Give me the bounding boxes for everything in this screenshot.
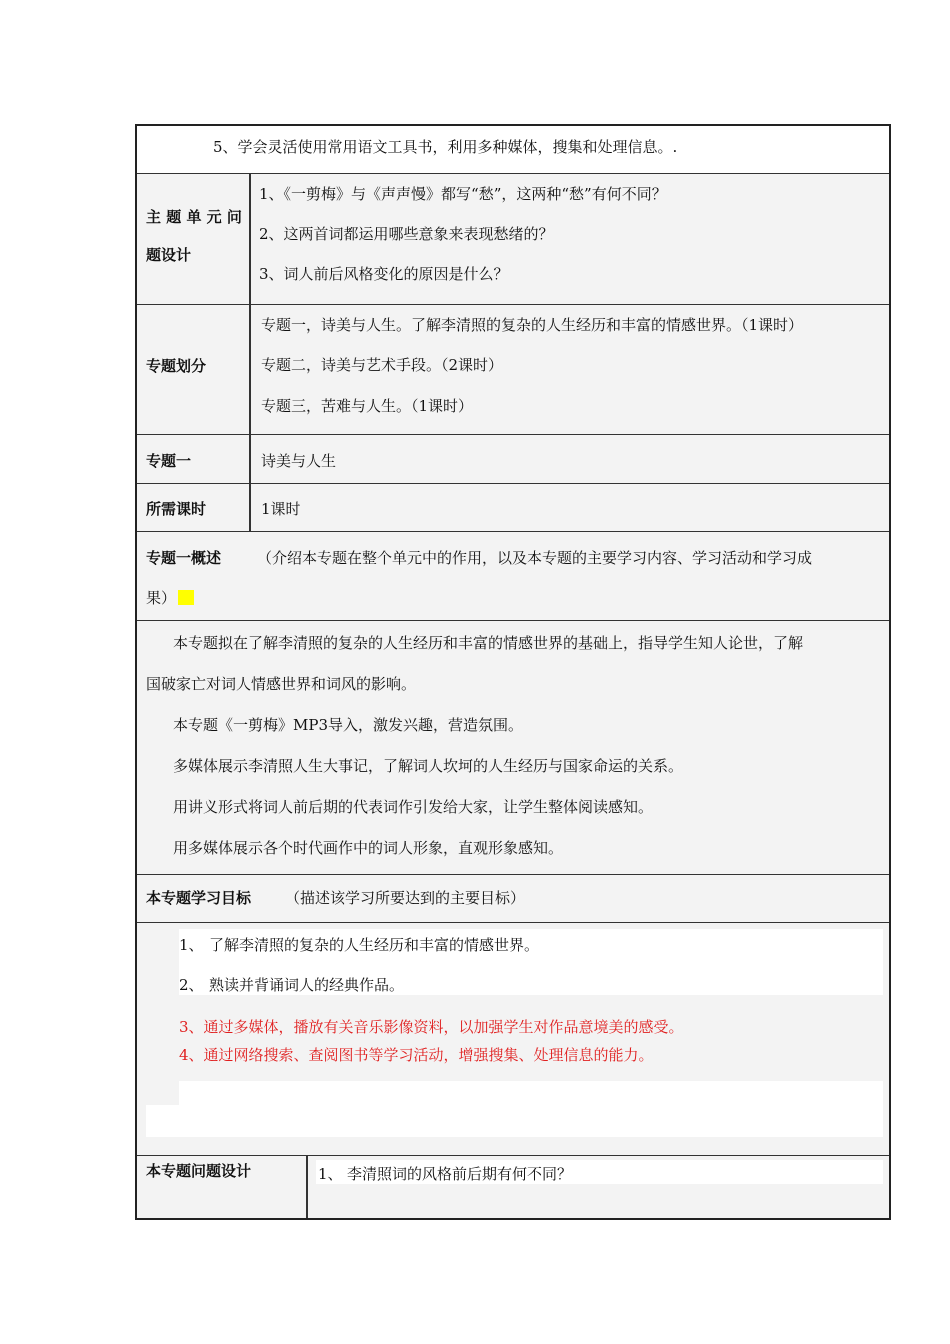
overview-body-line-4: 多媒体展示李清照人生大事记，了解词人坎坷的人生经历与国家命运的关系。 — [173, 757, 684, 775]
division-label-cell — [137, 305, 251, 434]
overview-body-line-3: 本专题《一剪梅》MP3导入，激发兴趣，营造氛围。 — [173, 716, 523, 734]
unit-question-2: 2、这两首词都运用哪些意象来表现愁绪的？ — [259, 225, 554, 243]
overview-label: 专题一概述 — [146, 549, 222, 567]
hours-label-cell — [137, 484, 251, 531]
row-topic-1 — [137, 435, 889, 484]
row-hours — [137, 484, 889, 532]
topic1-value-cell — [253, 435, 889, 483]
overview-body-line-2: 国破家亡对词人情感世界和词风的影响。 — [146, 675, 417, 693]
overview-note-line2: 果） — [146, 589, 177, 607]
hours-value-cell — [253, 484, 889, 531]
row-overview-header — [137, 532, 889, 621]
highlight-mark — [178, 590, 194, 605]
topic1-value: 诗美与人生 — [261, 452, 337, 470]
question-design-label: 本专题问题设计 — [146, 1162, 252, 1180]
goals-note: （描述该学习所要达到的主要目标） — [285, 889, 526, 907]
overview-body-line-6: 用多媒体展示各个时代画作中的词人形象，直观形象感知。 — [173, 839, 564, 857]
topic1-label: 专题一 — [146, 452, 192, 470]
question-design-label-cell — [137, 1156, 308, 1218]
division-item-1: 专题一，诗美与人生。了解李清照的复杂的人生经历和丰富的情感世界。（1课时） — [261, 316, 804, 334]
question-design-item-num: 1、 — [318, 1165, 343, 1183]
row-unit-questions — [137, 174, 889, 305]
unit-questions-label-cell — [137, 174, 251, 304]
goal-item-1-text: 了解李清照的复杂的人生经历和丰富的情感世界。 — [209, 936, 540, 954]
overview-note-line1: （介绍本专题在整个单元中的作用，以及本专题的主要学习内容、学习活动和学习成 — [257, 549, 813, 567]
row-goal-5 — [137, 126, 889, 174]
goals-label: 本专题学习目标 — [146, 889, 252, 907]
division-item-3: 专题三，苦难与人生。（1课时） — [261, 397, 474, 415]
overview-body-line-1: 本专题拟在了解李清照的复杂的人生经历和丰富的情感世界的基础上，指导学生知人论世，了解 — [173, 634, 804, 652]
goal-item-2-text: 熟读并背诵词人的经典作品。 — [209, 976, 405, 994]
division-value-cell — [253, 305, 889, 434]
question-design-value-cell — [310, 1156, 889, 1218]
unit-questions-value-cell — [253, 174, 889, 304]
overview-body-line-5: 用讲义形式将词人前后期的代表词作引发给大家，让学生整体阅读感知。 — [173, 798, 654, 816]
goal-item-3: 3、通过多媒体，播放有关音乐影像资料，以加强学生对作品意境美的感受。 — [179, 1018, 684, 1036]
lesson-plan-table — [135, 124, 891, 1220]
unit-question-1: 1、《一剪梅》与《声声慢》都写“愁”，这两种“愁”有何不同？ — [259, 185, 667, 203]
goal-5-text: 5、学会灵活使用常用语文工具书，利用多种媒体，搜集和处理信息。. — [213, 138, 678, 156]
unit-questions-label-line2: 题设计 — [146, 246, 192, 264]
hours-label: 所需课时 — [146, 500, 207, 518]
goals-white-block-2 — [179, 1081, 883, 1107]
topic1-label-cell — [137, 435, 251, 483]
unit-questions-label-line1: 主 题 单 元 问 — [146, 208, 242, 226]
row-division — [137, 305, 889, 435]
goal-item-2-num: 2、 — [179, 976, 204, 994]
row-goals-body — [137, 923, 889, 1156]
question-design-item-text: 李清照词的风格前后期有何不同？ — [347, 1165, 573, 1183]
division-label: 专题划分 — [146, 357, 207, 375]
goals-white-block-3 — [146, 1105, 883, 1137]
goal-item-1-num: 1、 — [179, 936, 204, 954]
goal-item-4: 4、通过网络搜索、查阅图书等学习活动，增强搜集、处理信息的能力。 — [179, 1046, 654, 1064]
row-question-design — [137, 1156, 889, 1218]
overview-note-line2-wrap — [146, 587, 194, 608]
row-overview-body — [137, 621, 889, 875]
unit-question-3: 3、词人前后风格变化的原因是什么？ — [259, 265, 509, 283]
row-goals-header — [137, 875, 889, 923]
division-item-2: 专题二，诗美与艺术手段。（2课时） — [261, 356, 504, 374]
hours-value: 1课时 — [261, 500, 301, 518]
